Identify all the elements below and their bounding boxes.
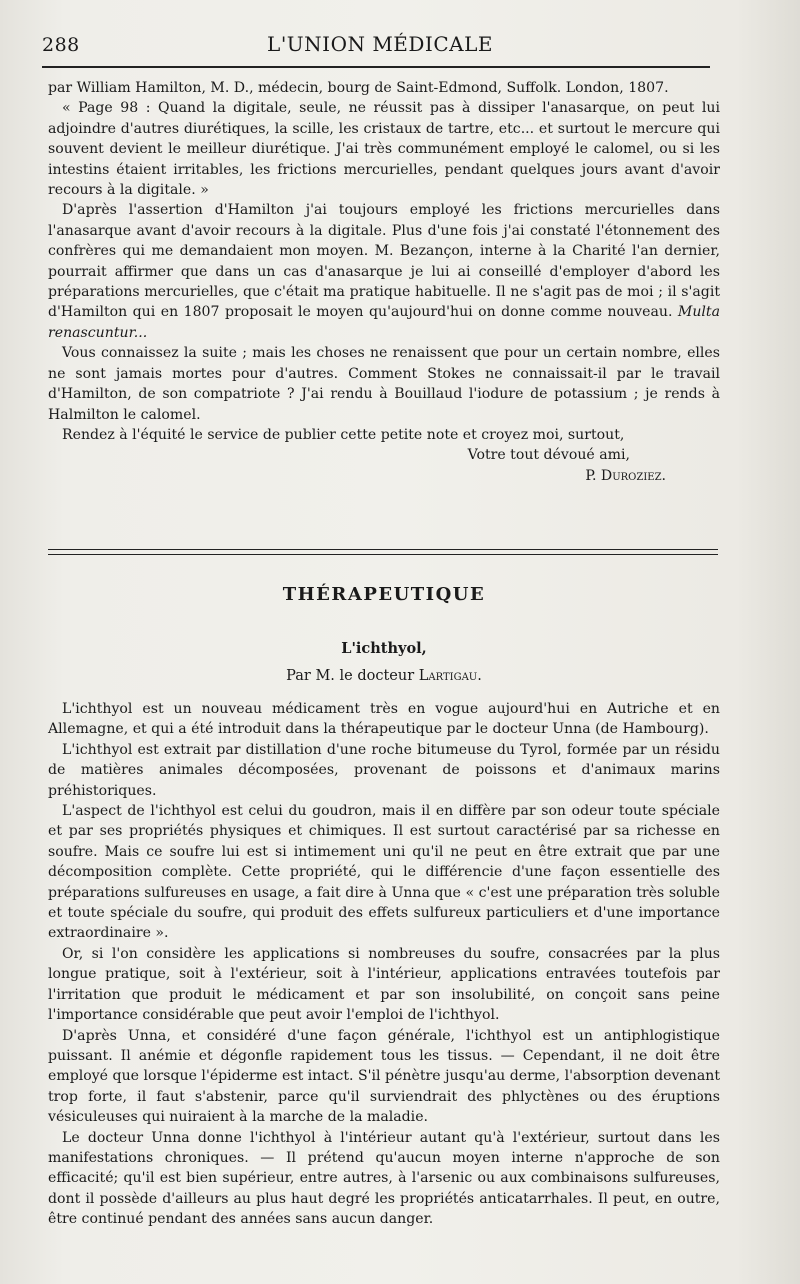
article-paragraph: D'après Unna, et considéré d'une façon générale, l'ichthyol est un antiphlogistique puissant. Il anémie et dégonfle rapidement tous les tissus. — Cependant, il ne doit être employé que lorsque l'épiderme est intact. S'il pénètre jusqu'au derme, l'absorption devenant trop forte, il faut s'abstenir, parce qu'il surviendrait des phlyctènes ou des éruptions vésiculeuses qui nuiraient à la marche de la maladie. xyxy=(48,1027,720,1126)
article-paragraph: L'ichthyol est un nouveau médicament très en vogue aujourd'hui en Autriche et en Allemagne, et qui a été introduit dans la thérapeutique par le docteur Unna (de Hambourg). xyxy=(48,701,720,738)
letter-paragraph-hamilton xyxy=(48,200,720,343)
article-byline xyxy=(48,668,720,684)
letter-paragraph-stokes: Vous connaissez la suite ; mais les choses ne renaissent que pour un certain nombre, elles ne sont jamais mortes pour d'autres. Comment Stokes ne connaissait-il par le travail d'Hamilton, de son compatriote ? J'ai rendu à Bouillaud l'iodure de potassium ; je rends à Halmilton le calomel. xyxy=(48,345,720,423)
article-paragraph: L'ichthyol est extrait par distillation d'une roche bitumeuse du Tyrol, formée par un résidu de matières animales décomposées, provenant de poissons et d'animaux marins préhistoriques. xyxy=(48,741,720,799)
article-paragraph: Le docteur Unna donne l'ichthyol à l'intérieur autant qu'à l'extérieur, surtout dans les manifestations chroniques. — Il prétend qu'aucun moyen interne n'approche de son efficacité; qu'il est bien supérieur, entre autres, à l'arsenic ou aux combinaisons sulfureuses, dont il possède d'ailleurs au plus haut degré les propriétés anticatarrhales. Il peut, en outre, être continué pendant des années sans aucun danger. xyxy=(48,1129,720,1228)
section-divider xyxy=(48,549,718,555)
letter-signature: P. Duroziez. xyxy=(585,467,666,484)
article-title: L'ichthyol, xyxy=(341,640,427,657)
letter-paragraph-hamilton-text: D'après l'assertion d'Hamilton j'ai toujours employé les frictions mercurielles dans l'anasarque avant d'avoir recours à la digitale. Plus d'une fois j'ai constaté l'étonnement des confrères qui me demandaient mon moyen. M. Bezançon, interne à la Charité l'an dernier, pourrait affirmer que dans un cas d'anasarque je lui ai conseillé d'employer d'abord les préparations mercurielles, que c'était ma pratique habituelle. Il ne s'agit pas de moi ; il s'agit d'Hamilton qui en 1807 proposait le moyen qu'aujourd'hui on donne comme nouveau. xyxy=(48,202,720,321)
latin-quote: Multa renascuntur... xyxy=(48,304,720,341)
letter-valediction: Votre tout dévoué ami, xyxy=(467,447,630,464)
byline-prefix: Par M. le docteur xyxy=(286,668,415,684)
article-paragraph: Or, si l'on considère les applications si nombreuses du soufre, consacrées par la plus longue pratique, soit à l'extérieur, soit à l'intérieur, applications entravées toutefois par l'irritation que produit le médicament et par son insolubilité, on conçoit sans peine l'importance considérable que peut avoir l'emploi de l'ichthyol. xyxy=(48,945,720,1024)
letter-quote-paragraph: « Page 98 : Quand la digitale, seule, ne réussit pas à dissiper l'anasarque, on peut lui adjoindre d'autres diurétiques, la scille, les cristaux de tartre, etc... et surtout le mercure qui souvent devient le meilleur diurétique. J'ai très communément employé le calomel, ou si les intestins étaient irritables, les frictions mercurielles, pendant quelques jours avant d'avoir recours à la digitale. » xyxy=(48,100,720,199)
header-rule xyxy=(42,66,710,68)
section-title: THÉRAPEUTIQUE xyxy=(282,584,486,605)
page-header xyxy=(40,32,720,62)
letter-body xyxy=(48,78,720,486)
article-body xyxy=(48,699,720,1230)
article-paragraph: L'aspect de l'ichthyol est celui du goudron, mais il en diffère par son odeur toute spéciale et par ses propriétés physiques et chimiques. Il est surtout caractérisé par sa richesse en soufre. Mais ce soufre lui est si intimement uni qu'il ne peut en être extrait que par une décomposition complète. Cette propriété, qui le différencie d'une façon essentielle des préparations sulfureuses en usage, a fait dire à Unna que « c'est une préparation très soluble et toute spéciale du soufre, qui produit des effets sulfureux particuliers et d'une importance extraordinaire ». xyxy=(48,803,720,942)
page-number: 288 xyxy=(42,34,80,56)
running-title: L'UNION MÉDICALE xyxy=(267,32,493,56)
author-name: Lartigau. xyxy=(418,668,482,684)
letter-reference-line: par William Hamilton, M. D., médecin, bourg de Saint-Edmond, Suffolk. London, 1807. xyxy=(48,80,669,96)
letter-closing-line: Rendez à l'équité le service de publier cette petite note et croyez moi, surtout, xyxy=(62,426,625,443)
